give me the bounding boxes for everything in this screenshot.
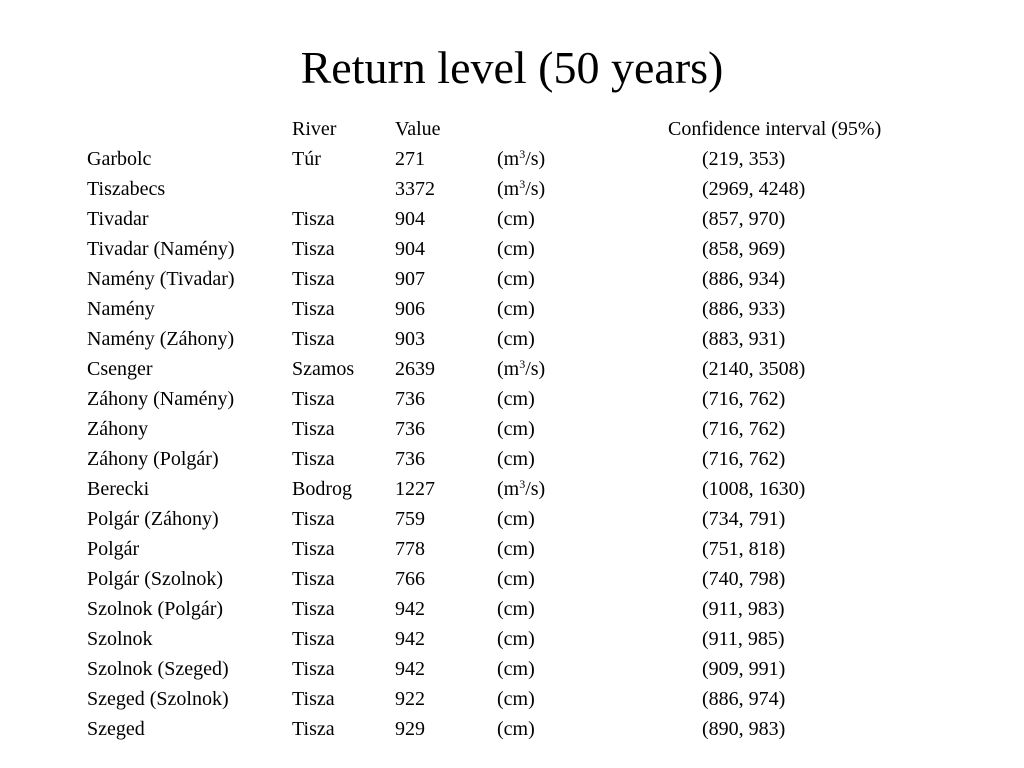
unit-label: (cm): [497, 658, 535, 680]
river-name: Tisza: [292, 448, 335, 470]
unit-superscript: 3: [519, 357, 526, 371]
confidence-interval: (716, 762): [702, 388, 786, 410]
river-name: Tisza: [292, 328, 335, 350]
return-value: 942: [395, 598, 425, 620]
header-river: River: [292, 118, 337, 140]
unit-suffix: /s): [525, 478, 546, 500]
station-name: Szeged (Szolnok): [87, 688, 229, 710]
return-value: 903: [395, 328, 425, 350]
river-name: Szamos: [292, 358, 355, 380]
unit-label: (cm): [497, 628, 535, 650]
unit-prefix: (m: [497, 478, 520, 500]
return-value: 907: [395, 268, 425, 290]
unit-label: (cm): [497, 598, 535, 620]
station-name: Polgár: [87, 538, 140, 560]
unit-label: (cm): [497, 508, 535, 530]
station-name: Záhony: [87, 418, 149, 440]
river-name: Tisza: [292, 508, 335, 530]
table-row: [0, 264, 1024, 294]
unit-label: (cm): [497, 688, 535, 710]
confidence-interval: (883, 931): [702, 328, 786, 350]
unit-label: (cm): [497, 568, 535, 590]
confidence-interval: (751, 818): [702, 538, 786, 560]
confidence-interval: (857, 970): [702, 208, 786, 230]
return-value: 922: [395, 688, 425, 710]
page-title: Return level (50 years): [300, 42, 724, 93]
confidence-interval: (886, 934): [702, 268, 786, 290]
unit-label: (cm): [497, 208, 535, 230]
river-name: Bodrog: [292, 478, 352, 500]
unit-label: (cm): [497, 448, 535, 470]
station-name: Tivadar (Namény): [87, 238, 235, 260]
confidence-interval: (911, 983): [702, 598, 785, 620]
return-level-table: [0, 114, 1024, 744]
river-name: Tisza: [292, 238, 335, 260]
return-value: 906: [395, 298, 425, 320]
river-name: Tisza: [292, 298, 335, 320]
river-name: Tisza: [292, 268, 335, 290]
station-name: Záhony (Polgár): [87, 448, 219, 470]
unit-label: (cm): [497, 328, 535, 350]
return-value: 1227: [395, 478, 435, 500]
river-name: Tisza: [292, 628, 335, 650]
table-row: [0, 444, 1024, 474]
river-name: Tisza: [292, 388, 335, 410]
unit-label: (cm): [497, 418, 535, 440]
return-value: 904: [395, 238, 425, 260]
unit-label: [497, 174, 545, 204]
unit-label: (cm): [497, 718, 535, 740]
table-row: [0, 624, 1024, 654]
station-name: Garbolc: [87, 148, 152, 170]
table-row: [0, 474, 1024, 504]
station-name: Szolnok (Szeged): [87, 658, 229, 680]
return-value: 271: [395, 148, 425, 170]
unit-label: [497, 144, 545, 174]
return-value: 942: [395, 658, 425, 680]
confidence-interval: (716, 762): [702, 418, 786, 440]
return-value: 929: [395, 718, 425, 740]
river-name: Tisza: [292, 418, 335, 440]
return-value: 2639: [395, 358, 435, 380]
station-name: Szolnok (Polgár): [87, 598, 224, 620]
confidence-interval: (2969, 4248): [702, 178, 806, 200]
unit-label: (cm): [497, 538, 535, 560]
unit-label: (cm): [497, 388, 535, 410]
confidence-interval: (716, 762): [702, 448, 786, 470]
table-row: [0, 714, 1024, 744]
river-name: Tisza: [292, 688, 335, 710]
return-value: 736: [395, 388, 425, 410]
table-row: [0, 414, 1024, 444]
unit-prefix: (m: [497, 178, 520, 200]
return-value: 736: [395, 418, 425, 440]
confidence-interval: (740, 798): [702, 568, 786, 590]
table-row: [0, 294, 1024, 324]
unit-suffix: /s): [525, 178, 546, 200]
unit-label: (cm): [497, 268, 535, 290]
station-name: Tivadar: [87, 208, 149, 230]
confidence-interval: (2140, 3508): [702, 358, 806, 380]
unit-superscript: 3: [519, 477, 526, 491]
return-value: 942: [395, 628, 425, 650]
table-row: [0, 684, 1024, 714]
station-name: Namény (Tivadar): [87, 268, 235, 290]
table-row: [0, 504, 1024, 534]
confidence-interval: (909, 991): [702, 658, 786, 680]
unit-prefix: (m: [497, 358, 520, 380]
unit-label: [497, 354, 545, 384]
table-row: [0, 324, 1024, 354]
unit-suffix: /s): [525, 148, 546, 170]
river-name: Tisza: [292, 658, 335, 680]
confidence-interval: (858, 969): [702, 238, 786, 260]
station-name: Namény: [87, 298, 155, 320]
unit-superscript: 3: [519, 177, 526, 191]
river-name: Tisza: [292, 598, 335, 620]
unit-prefix: (m: [497, 148, 520, 170]
table-body: [0, 144, 1024, 744]
return-value: 759: [395, 508, 425, 530]
return-value: 736: [395, 448, 425, 470]
table-row: [0, 354, 1024, 384]
river-name: Tisza: [292, 568, 335, 590]
confidence-interval: (911, 985): [702, 628, 785, 650]
confidence-interval: (219, 353): [702, 148, 786, 170]
return-value: 766: [395, 568, 425, 590]
station-name: Namény (Záhony): [87, 328, 235, 350]
table-row: [0, 144, 1024, 174]
station-name: Berecki: [87, 478, 150, 500]
river-name: Tisza: [292, 538, 335, 560]
station-name: Polgár (Záhony): [87, 508, 219, 530]
river-name: Tisza: [292, 718, 335, 740]
river-name: Tisza: [292, 208, 335, 230]
table-header-row: [0, 114, 1024, 144]
station-name: Szeged: [87, 718, 145, 740]
confidence-interval: (734, 791): [702, 508, 786, 530]
return-value: 778: [395, 538, 425, 560]
confidence-interval: (886, 933): [702, 298, 786, 320]
unit-superscript: 3: [519, 147, 526, 161]
station-name: Polgár (Szolnok): [87, 568, 224, 590]
confidence-interval: (1008, 1630): [702, 478, 806, 500]
table-row: [0, 204, 1024, 234]
unit-label: (cm): [497, 298, 535, 320]
table-row: [0, 234, 1024, 264]
station-name: Csenger: [87, 358, 153, 380]
unit-label: (cm): [497, 238, 535, 260]
table-row: [0, 564, 1024, 594]
unit-suffix: /s): [525, 358, 546, 380]
table-row: [0, 534, 1024, 564]
river-name: Túr: [292, 148, 321, 170]
table-row: [0, 174, 1024, 204]
return-value: 904: [395, 208, 425, 230]
table-row: [0, 654, 1024, 684]
station-name: Záhony (Namény): [87, 388, 235, 410]
return-value: 3372: [395, 178, 435, 200]
confidence-interval: (886, 974): [702, 688, 786, 710]
table-row: [0, 384, 1024, 414]
header-confidence-interval: Confidence interval (95%): [668, 118, 882, 140]
header-value: Value: [395, 118, 441, 140]
unit-label: [497, 474, 545, 504]
confidence-interval: (890, 983): [702, 718, 786, 740]
station-name: Szolnok: [87, 628, 153, 650]
station-name: Tiszabecs: [87, 178, 166, 200]
table-row: [0, 594, 1024, 624]
